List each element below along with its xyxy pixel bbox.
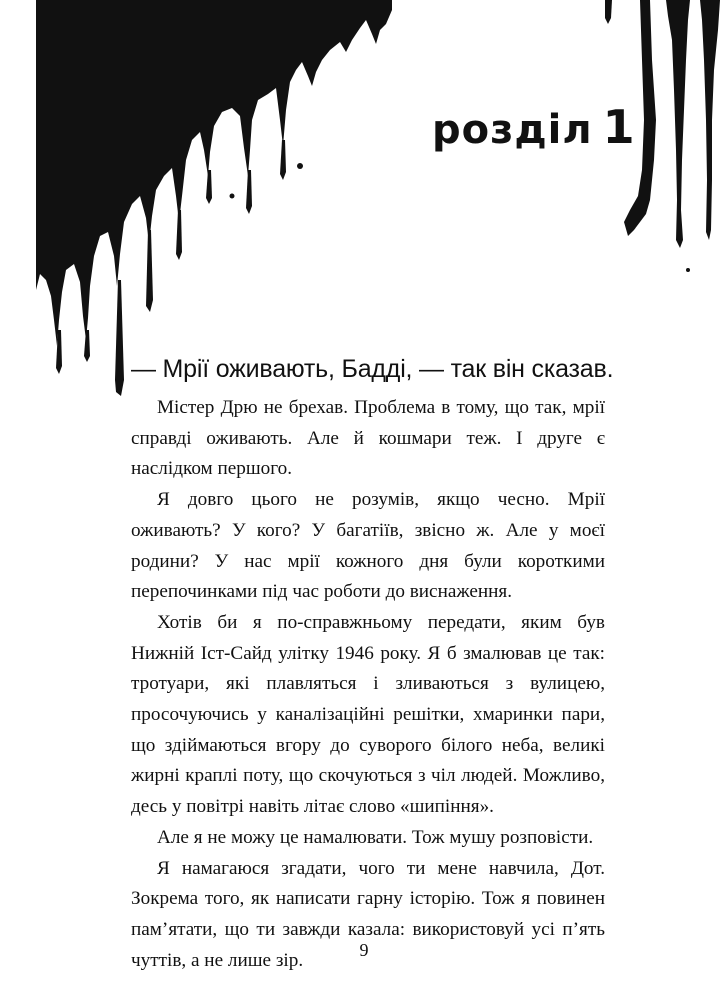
opening-quote: — Мрії оживають, Бадді, — так він сказав. (131, 355, 614, 383)
chapter-word: розділ (432, 107, 593, 153)
chapter-heading (432, 100, 636, 154)
paragraph: Містер Дрю не брехав. Проблема в тому, що так, мрії справді оживають. Але й кошмари теж. І друге є наслідком першого. (131, 397, 605, 480)
chapter-body (131, 393, 605, 976)
ink-drips-illustration (0, 0, 728, 400)
paragraph: Хотів би я по-справжньому передати, яким був Нижній Іст-Сайд улітку 1946 року. Я б змалював це так: тротуари, які плавляться і зливаються з вулицею, просочуючись у каналізаційні решітки, хмаринки пари, що здіймаються вгору до суворого білого неба, великі жирні краплі поту, що скочуються з чіл людей. Можливо, десь у повітрі навіть літає слово «шипіння». (131, 611, 605, 818)
paragraph: Я довго цього не розумів, якщо чесно. Мрії оживають? У кого? У багатіїв, звісно ж. Але у моєї родини? У нас мрії кожного дня були короткими перепочинками під час роботи до виснаження. (131, 489, 605, 603)
page-number: 9 (359, 940, 369, 960)
chapter-number: 1 (602, 100, 636, 154)
paragraph: Я намагаюся згадати, чого ти мене навчила, Дот. Зокрема того, як написати гарну історію. Тож я повинен пам’ятати, що ти завжди казала: використовуй усі п’ять чуттів, а не лише зір. (131, 857, 605, 971)
paragraph: Але я не можу це намалювати. Тож мушу розповісти. (157, 826, 594, 848)
